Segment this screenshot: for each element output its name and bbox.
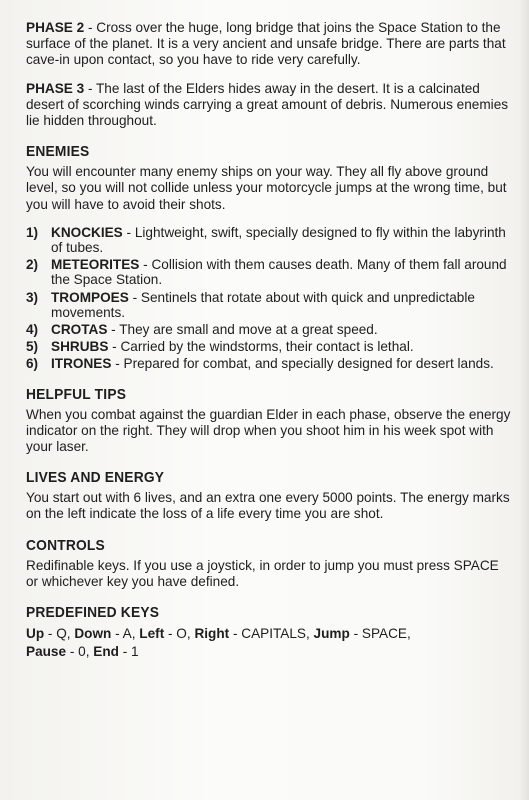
phase-3-text: - The last of the Elders hides away in the desert. It is a calcinated desert of scorching winds carrying a great amount of debris. Numerous enemies lie hidden throughout.: [26, 80, 509, 129]
controls-text: Redifinable keys. If you use a joystick, in order to jump you must press SPACE or whichever key you have defined.: [26, 557, 499, 589]
controls-heading: CONTROLS: [26, 536, 105, 554]
enemy-number: 4): [26, 322, 39, 338]
phase-2-text: - Cross over the huge, long bridge that joins the Space Station to the surface of the planet. It is a very ancient and unsafe bridge. There are parts that cave-in upon contact, so you have to ride very carefully.: [26, 20, 506, 68]
key-up-value: - Q,: [44, 626, 75, 642]
enemies-list: [26, 225, 513, 372]
key-pause-label: Pause: [26, 644, 67, 660]
enemy-name: TROMPOES: [51, 289, 129, 305]
enemy-name: KNOCKIES: [51, 224, 123, 240]
enemy-description: - Carried by the windstorms, their contact is lethal.: [108, 339, 414, 355]
phase-3-label: PHASE 3: [26, 80, 85, 96]
enemy-item: [26, 322, 513, 337]
enemy-item: [26, 257, 513, 287]
enemy-name: ITRONES: [51, 356, 112, 372]
helpful-tips-heading: HELPFUL TIPS: [26, 385, 127, 403]
key-left-label: Left: [139, 626, 165, 642]
phase-2-paragraph: [26, 20, 513, 69]
predefined-keys-heading: PREDEFINED KEYS: [26, 604, 160, 622]
enemy-number: 3): [26, 289, 39, 305]
predefined-keys-text: [26, 625, 513, 661]
key-down-label: Down: [74, 626, 112, 642]
phase-2-label: PHASE 2: [26, 20, 85, 35]
enemies-intro: You will encounter many enemy ships on your way. They all fly above ground level, so you will not collide unless your motorcycle jumps at the wrong time, but you will have to avoid their shots.: [26, 164, 507, 212]
enemy-description: - Collision with them causes death. Many of them fall around the Space Station.: [51, 257, 507, 288]
enemy-number: 2): [26, 257, 39, 273]
key-right-label: Right: [194, 626, 230, 642]
enemy-name: METEORITES: [51, 257, 140, 273]
enemy-description: - Prepared for combat, and specially designed for desert lands.: [111, 356, 494, 372]
enemy-item: [26, 290, 513, 320]
phase-3-paragraph: [26, 81, 513, 130]
helpful-tips-text: When you combat against the guardian Elder in each phase, observe the energy indicator on the right. They will drop when you shoot him in his week spot with your laser.: [26, 406, 511, 455]
enemy-number: 6): [26, 356, 39, 372]
enemy-name: SHRUBS: [51, 339, 109, 355]
key-down-value: - A,: [111, 626, 140, 642]
enemy-item: [26, 225, 513, 255]
enemy-description: - Sentinels that rotate about with quick and unpredictable movements.: [51, 289, 475, 320]
key-pause-value: - 0,: [66, 644, 94, 660]
lives-energy-text: You start out with 6 lives, and an extra one every 5000 points. The energy marks on the left indicate the loss of a life every time you are shot.: [26, 490, 510, 522]
enemy-description: - They are small and move at a great speed.: [107, 322, 378, 338]
lives-energy-heading: LIVES AND ENERGY: [26, 469, 165, 487]
key-up-label: Up: [26, 626, 45, 642]
key-jump-value: - SPACE,: [349, 626, 411, 642]
enemy-item: [26, 356, 513, 371]
key-left-value: - O,: [164, 626, 195, 642]
key-jump-label: Jump: [313, 626, 350, 642]
enemy-name: CROTAS: [51, 322, 108, 338]
enemy-description: - Lightweight, swift, specially designed to fly within the labyrinth of tubes.: [51, 224, 506, 256]
key-end-value: - 1: [118, 644, 139, 660]
key-end-label: End: [93, 644, 119, 660]
enemy-item: [26, 339, 513, 354]
enemy-number: 5): [26, 339, 39, 355]
key-right-value: - CAPITALS,: [229, 626, 314, 642]
enemies-heading: ENEMIES: [26, 143, 90, 161]
enemy-number: 1): [26, 224, 39, 240]
